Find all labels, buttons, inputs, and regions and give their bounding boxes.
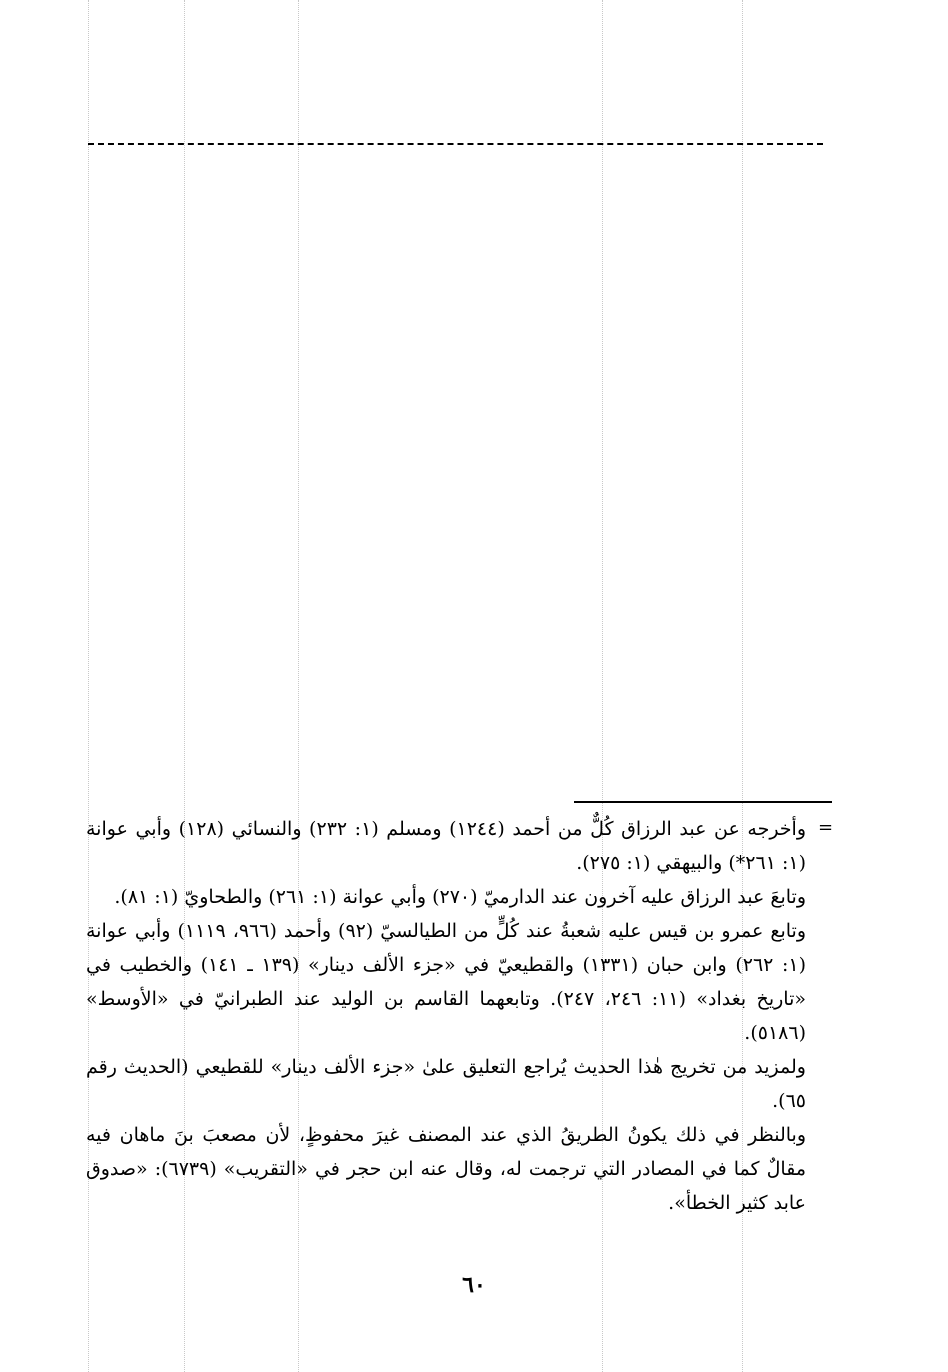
footnote-separator (574, 801, 832, 803)
page-number: ٦٠ (462, 1272, 486, 1298)
footnote-continuation-marker: = (818, 817, 834, 838)
footnote-paragraph: ولمزيد من تخريج هٰذا الحديث يُراجع التعليق علىٰ «جزء الألف دينار» للقطيعي (الحديث رقم ٦٥). (86, 1056, 806, 1112)
footnote-block (86, 812, 806, 1220)
footnote-paragraph: وأخرجه عن عبد الرزاق كُلٌّ من أحمد (١٢٤٤) ومسلم (١: ٢٣٢) والنسائي (١٢٨) وأبي عوانة (١: ٢٦١*) والبيهقي (١: ٢٧٥). (86, 818, 806, 874)
footnote-paragraph: وتابعَ عبد الرزاق عليه آخرون عند الدارميّ (٢٧٠) وأبي عوانة (١: ٢٦١) والطحاويّ (١: ٨١). (114, 886, 806, 908)
footnote-paragraph: وبالنظر في ذلك يكونُ الطريقُ الذي عند المصنف غيرَ محفوظٍ، لأن مصعبَ بنَ ماهان فيه مقالٌ كما في المصادر التي ترجمت له، وقال عنه ابن حجر في «التقريب» (٦٧٣٩): «صدوق عابد كثير الخطأ». (86, 1124, 806, 1214)
header-dashed-rule (88, 143, 823, 145)
footnote-paragraph: وتابع عمرو بن قيس عليه شعبةُ عند كُلٍّ من الطيالسيّ (٩٢) وأحمد (٩٦٦، ١١١٩) وأبي عوانة (١: ٢٦٢) وابن حبان (١٣٣١) والقطيعيّ في «جزء الألف دينار» (١٣٩ ـ ١٤١) والخطيب في «تاريخ بغداد» (١١: ٢٤٦، ٢٤٧). وتابعهما القاسم بن الوليد عند الطبرانيّ في «الأوسط» (٥١٨٦). (86, 920, 807, 1044)
